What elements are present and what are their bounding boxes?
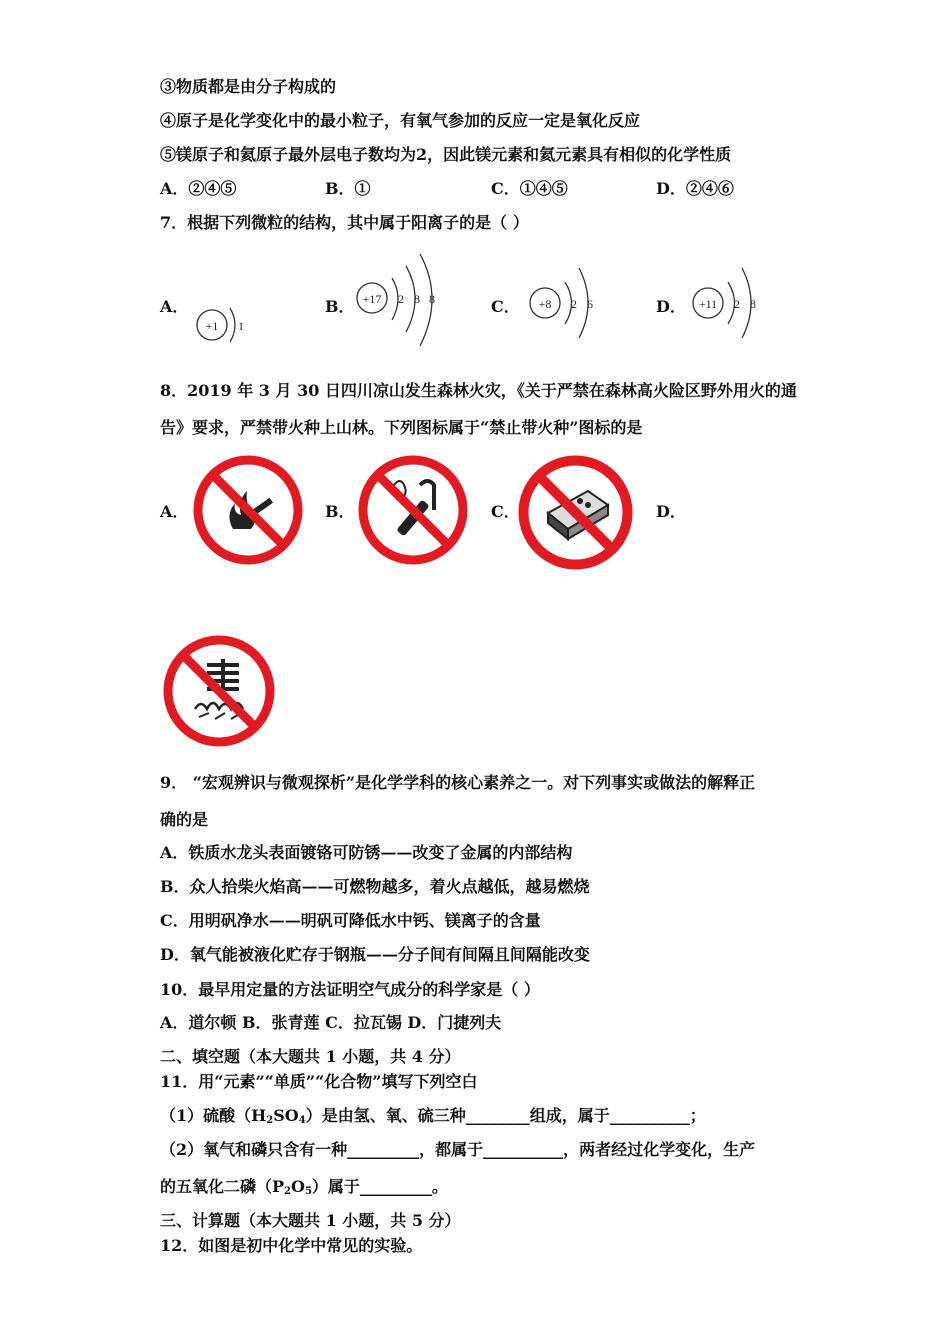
atom-b-nucleus: +17 <box>362 292 382 306</box>
q12-stem: 12．如图是初中化学中常见的实验。 <box>160 1236 423 1255</box>
atom-b-shell-1: 2 <box>398 292 404 306</box>
q8-label-a[interactable]: A． <box>160 502 189 521</box>
q11-stem: 11．用“元素”“单质”“化合物”填写下列空白 <box>160 1072 478 1091</box>
atom-c-nucleus: +8 <box>538 297 552 311</box>
q7-label-d[interactable]: D． <box>656 297 686 316</box>
atom-diagram-b <box>352 248 447 353</box>
q9-stem-line-2: 确的是 <box>160 810 209 829</box>
atom-d-nucleus: +11 <box>698 297 718 311</box>
q8-label-d[interactable]: D． <box>656 502 686 521</box>
q9-option-d[interactable]: D．氧气能被液化贮存于钢瓶——分子间有间隔且间隔能改变 <box>160 945 590 964</box>
q7-label-b[interactable]: B． <box>325 297 355 316</box>
atom-d-shell-2: 8 <box>750 297 756 311</box>
q6-option-b[interactable]: B．① <box>325 179 371 198</box>
q7-label-c[interactable]: C． <box>491 297 520 316</box>
atom-b-shell-2: 8 <box>414 292 420 306</box>
atom-b-shell-3: 8 <box>429 292 435 306</box>
section-2-heading: 二、填空题（本大题共 1 小题，共 4 分） <box>160 1047 461 1066</box>
q11-part-2-cont: 的五氧化二磷$(P_2O_5)$属于_________。 <box>160 1177 448 1197</box>
no-smoking-sign-icon <box>358 455 468 565</box>
q6-option-a[interactable]: A．②④⑤ <box>160 179 237 198</box>
atom-d-shell-1: 2 <box>734 297 740 311</box>
atom-diagram-d <box>686 260 766 345</box>
q11-part-1: （1）硫酸$(H_2SO_4)$是由氢、氧、硫三种________组成，属于__________； <box>160 1106 706 1126</box>
q10-options[interactable]: A．道尔顿 B．张青莲 C．拉瓦锡 D．门捷列夫 <box>160 1013 502 1032</box>
q6-option-c[interactable]: C．①④⑤ <box>491 179 568 198</box>
section-3-heading: 三、计算题（本大题共 1 小题，共 5 分） <box>160 1211 461 1230</box>
q6-statement-4: ④原子是化学变化中的最小粒子，有氧气参加的反应一定是氧化反应 <box>160 111 641 130</box>
atom-c-shell-1: 2 <box>571 297 577 311</box>
atom-a-shell-1: 1 <box>238 319 244 333</box>
q6-option-d[interactable]: D．②④⑥ <box>656 179 734 198</box>
q7-stem: 7．根据下列微粒的结构，其中属于阳离子的是（ ） <box>160 213 529 232</box>
q11-part-2: （2）氧气和磷只含有一种_________，都属于__________，两者经过化学变化，生产 <box>160 1140 756 1159</box>
q8-label-b[interactable]: B． <box>325 502 355 521</box>
no-matches-sign-icon <box>518 455 633 570</box>
q9-option-c[interactable]: C．用明矾净水——明矾可降低水中钙、镁离子的含量 <box>160 911 541 930</box>
q6-statement-5: ⑤镁原子和氦原子最外层电子数均为2，因此镁元素和氦元素具有相似的化学性质 <box>160 145 732 164</box>
q8-label-c[interactable]: C． <box>491 502 520 521</box>
atom-c-shell-2: 6 <box>587 297 593 311</box>
q8-stem-line-2: 告》要求，严禁带火种上山林。下列图标属于“禁止带火种”图标的是 <box>160 418 643 437</box>
atom-diagram-a <box>190 290 260 360</box>
atom-a-nucleus: +1 <box>205 319 219 333</box>
q8-stem-line-1: 8．2019 年 3 月 30 日四川凉山发生森林火灾，《关于严禁在森林高火险区野外用火的通 <box>160 381 797 400</box>
no-open-flame-sign-icon <box>193 455 303 565</box>
q10-stem: 10．最早用定量的方法证明空气成分的科学家是（ ） <box>160 980 540 999</box>
q9-option-b[interactable]: B．众人拾柴火焰高——可燃物越多，着火点越低，越易燃烧 <box>160 877 590 896</box>
q9-option-a[interactable]: A．铁质水龙头表面镀铬可防锈——改变了金属的内部结构 <box>160 843 573 862</box>
no-burning-sign-icon <box>163 635 275 747</box>
q6-statement-3: ③物质都是由分子构成的 <box>160 77 337 96</box>
q9-stem-line-1: 9． “宏观辨识与微观探析”是化学学科的核心素养之一。对下列事实或做法的解释正 <box>160 773 756 792</box>
q7-label-a[interactable]: A． <box>160 297 189 316</box>
atom-diagram-c <box>523 260 603 345</box>
